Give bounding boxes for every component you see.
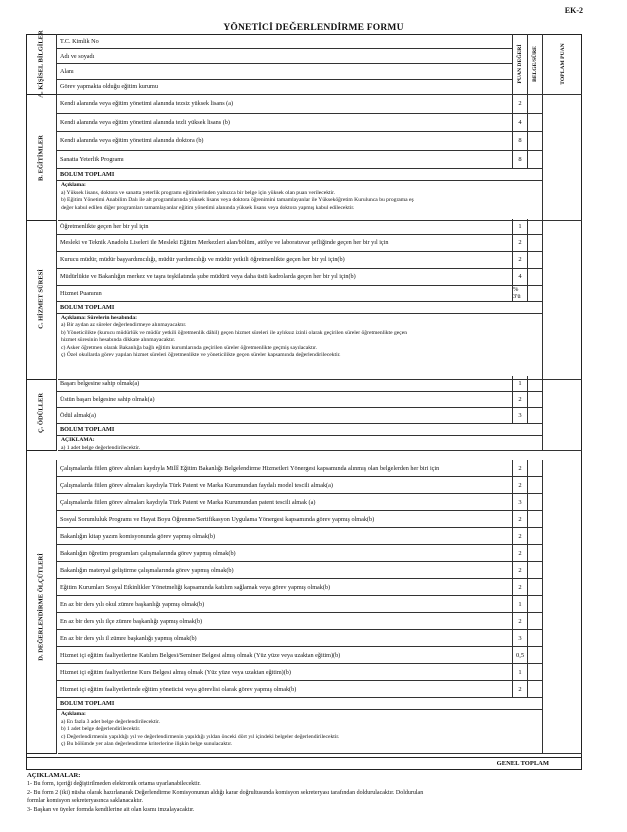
note-line: c) Değerlendirmenin yapıldığı yıl ve değerlendirmenin yapıldığı yıldan önceki dört yıl içindeki belgeler değerlendirilecektir. — [61, 733, 340, 740]
points-cell: 2 — [512, 579, 527, 595]
document-duration-cell[interactable] — [527, 664, 542, 680]
section-total-row — [57, 424, 542, 436]
row-label: Kendi alanında veya eğitim yönetimi alanında doktora (b) — [60, 137, 204, 145]
grand-total-label: GENEL TOPLAM — [496, 760, 549, 767]
points-cell: 2 — [512, 681, 527, 697]
note-line: hizmet süresinin hesabında dikkate alınmayacaktır. — [61, 337, 176, 344]
row-label: Adı ve soyadı — [60, 52, 95, 60]
row-label: Ödül almak(a) — [60, 412, 96, 419]
section-total-points-cell[interactable] — [542, 219, 582, 380]
document-duration-cell[interactable] — [527, 562, 542, 578]
note-line: Açıklama: — [61, 711, 86, 717]
document-duration-cell[interactable] — [527, 596, 542, 612]
note-line: ç) Özel okullarda görev yapılan hizmet süreleri öğretmenlikte ve yöneticilikte geçen süreler kapsamında değerlendirilecektir. — [61, 352, 341, 359]
note-line: AÇIKLAMA: — [61, 437, 95, 443]
section-note — [58, 181, 556, 221]
section-total-label: BÖLÜM TOPLAMI — [60, 700, 115, 707]
document-duration-cell[interactable] — [527, 630, 542, 646]
document-duration-cell[interactable] — [527, 235, 542, 251]
row-label: Hizmet Puanının — [60, 289, 102, 297]
document-duration-cell[interactable] — [527, 494, 542, 510]
row-label: Çalışmalarda fiilen görev almaları kaydıyla Türk Patent ve Marka Kurumundan faydalı model tescili almak(a) — [60, 481, 333, 489]
footer-heading: AÇIKLAMALAR: — [27, 772, 81, 779]
form-row — [57, 477, 542, 494]
form-row — [57, 562, 542, 579]
document-duration-cell[interactable] — [527, 408, 542, 423]
form-row — [57, 511, 542, 528]
page-code: EK-2 — [564, 6, 583, 15]
section-label: Ç. ÖDÜLLER — [26, 376, 57, 451]
form-row — [57, 664, 542, 681]
form-row — [57, 630, 542, 647]
points-cell: 3 — [512, 494, 527, 510]
section-total-label: BÖLÜM TOPLAMI — [60, 426, 115, 433]
points-cell: 2 — [512, 562, 527, 578]
points-cell: 2 — [512, 235, 527, 251]
document-duration-cell[interactable] — [527, 681, 542, 697]
points-cell: 1 — [512, 596, 527, 612]
form-row — [57, 392, 542, 408]
document-duration-cell[interactable] — [527, 269, 542, 285]
row-label: Üstün başarı belgesine sahip olmak(a) — [60, 396, 155, 403]
note-line: Açıklama: — [61, 182, 86, 188]
row-label: Başarı belgesine sahip olmak(a) — [60, 380, 140, 387]
form-row — [57, 151, 542, 170]
points-cell: 2 — [512, 511, 527, 527]
form-row — [57, 647, 542, 664]
row-label: Çalışmalarda fiilen görev alınları kaydıyla Millî Eğitim Bakanlığı Belgelendirme Hizmetleri Yönergesi kapsamında alınmış olan belgelerden her biri için — [60, 464, 440, 472]
points-cell: 2 — [512, 545, 527, 561]
row-label: T.C. Kimlik No — [60, 37, 99, 45]
section-label: B. EĞİTİMLER — [26, 95, 57, 221]
note-line: değer kabul edilen diğer programları tamamlayanlar eğitim yönetimi alanında yüksek lisans veya doktora yapmış kabul edilecektir. — [61, 204, 355, 211]
section-total-row — [57, 169, 542, 181]
footer-notes — [27, 772, 582, 814]
row-label: Çalışmalarda fiilen görev almaları kaydıyla Türk Patent ve Marka Kurumundan patent tescili almak (a) — [60, 498, 316, 506]
document-duration-cell[interactable] — [527, 477, 542, 493]
points-cell: 2 — [512, 460, 527, 476]
points-cell: 3 — [512, 408, 527, 423]
section-total-points-cell[interactable] — [542, 460, 582, 754]
footer-line: 2- Bu form 2 (iki) nüsha olarak hazırlanarak Değerlendirme Komisyonunun aldığı karar doğrultusunda komisyon sekreteryası tarafından doldurulacaktır. Doldurulan — [27, 789, 424, 796]
document-duration-cell[interactable] — [527, 252, 542, 268]
document-duration-cell[interactable] — [527, 219, 542, 234]
note-line: ç) Bu bölümde yer alan değerlendirme kriterlerine ilişkin belge sunulacaktır. — [61, 741, 233, 748]
points-cell: 0,5 — [512, 647, 527, 663]
section-note — [58, 710, 556, 754]
document-duration-cell[interactable] — [527, 460, 542, 476]
grand-total-row — [26, 757, 582, 770]
document-duration-cell[interactable] — [527, 376, 542, 391]
points-cell: 3 — [512, 630, 527, 646]
row-label: Sosyal Sorumluluk Programı ve Hayat Boyu Öğrenme/Sertifikasyon Uygulama Yönergesi kapsamında görev yapmış olmak(b) — [60, 515, 375, 523]
note-line: c) Asker öğretmen olarak Bakanlığa bağlı eğitim kurumlarında geçirilen süreler öğretmenlikte geçmiş sayılacaktır. — [61, 344, 318, 351]
section-label: C. HİZMET SÜRESİ — [26, 219, 57, 380]
header-toplam-puan: TOPLAM PUAN — [542, 34, 582, 95]
points-cell: % 3'ü — [512, 286, 527, 301]
document-duration-cell[interactable] — [527, 545, 542, 561]
points-cell: 2 — [512, 613, 527, 629]
points-cell: 2 — [512, 252, 527, 268]
row-label: En az bir ders yılı ilçe zümre başkanlığı yapmış olmak(b) — [60, 617, 203, 625]
points-cell: 4 — [512, 114, 527, 132]
form-row — [57, 219, 542, 235]
document-duration-cell[interactable] — [527, 114, 542, 132]
row-label: Kendi alanında veya eğitim yönetimi alanında tezsiz yüksek lisans (a) — [60, 100, 234, 108]
note-line: a) 1 adet belge değerlendirilecektir. — [61, 444, 141, 451]
section-note — [58, 314, 556, 380]
row-label: Müdürlükte ve Bakanlığın merkez ve taşra teşkilatında şube müdürü veya daha üstü kadrolarda geçen her bir yıl için(b) — [60, 273, 356, 280]
row-label: Öğretmenlikte geçen her bir yıl için — [60, 222, 149, 230]
row-label: Kendi alanında veya eğitim yönetimi alanında tezli yüksek lisans (b) — [60, 118, 230, 126]
footer-line: formlar komisyon sekreteryasınca saklanacaktır. — [27, 798, 143, 805]
row-label: Mesleki ve Teknik Anadolu Liseleri ile Mesleki Eğitim Merkezleri alan/bölüm, atölye ve laboratuvar şefliğinde geçen her bir yıl için — [60, 239, 389, 246]
document-duration-cell[interactable] — [527, 579, 542, 595]
points-cell: 8 — [512, 132, 527, 150]
document-duration-cell[interactable] — [527, 613, 542, 629]
row-label: Bakanlığın materyal geliştirme çalışmalarında görev yapmış olmak(b) — [60, 566, 234, 574]
row-label: Sanatta Yeterlik Programı — [60, 155, 124, 163]
note-line: a) En fazla 3 adet belge değerlendirilecektir. — [61, 718, 160, 725]
points-cell: 4 — [512, 269, 527, 285]
note-line: b) 1 adet belge değerlendirilecektir. — [61, 726, 141, 733]
document-duration-cell[interactable] — [527, 95, 542, 113]
footer-line: 1- Bu form, içeriği değiştirilmeden elektronik ortama uyarlanabilecektir. — [27, 781, 201, 788]
section-total-row — [57, 698, 542, 710]
row-label: En az bir ders yılı okul zümre başkanlığı yapmış olmak(b) — [60, 600, 205, 608]
row-label: Bakanlığın öğretim programları çalışmalarında görev yapmış olmak(b) — [60, 549, 236, 557]
document-duration-cell[interactable] — [527, 286, 542, 301]
form-row — [57, 681, 542, 698]
document-duration-cell[interactable] — [527, 151, 542, 169]
row-label: Bakanlığın kitap yazım komisyonunda görev yapmış olmak(b) — [60, 532, 216, 540]
section-note — [58, 436, 556, 451]
row-label: Hizmet içi eğitim faaliyetlerinde eğitim yöneticisi veya görevlisi olarak görev yapmış olmak(b) — [60, 685, 297, 693]
document-duration-cell[interactable] — [527, 132, 542, 150]
form-row — [57, 460, 542, 477]
points-cell: 1 — [512, 376, 527, 391]
note-line: a) Bir aydan az süreler değerlendirmeye alınmayacaktır. — [61, 322, 187, 329]
document-duration-cell[interactable] — [527, 511, 542, 527]
form-row — [57, 64, 512, 79]
document-duration-cell[interactable] — [527, 647, 542, 663]
form-row — [57, 613, 542, 630]
points-cell: 8 — [512, 151, 527, 169]
points-cell: 2 — [512, 477, 527, 493]
form-row — [57, 235, 542, 252]
document-duration-cell[interactable] — [527, 392, 542, 407]
form-row — [57, 596, 542, 613]
row-label: Hizmet içi eğitim faaliyetlerine Katılım Belgesi/Seminer Belgesi almış olmak (Yüz yüze veya uzaktan eğitim)(b) — [60, 651, 341, 659]
form-row — [57, 49, 512, 64]
points-cell: 2 — [512, 95, 527, 113]
points-cell: 2 — [512, 392, 527, 407]
section-label: A. KİŞİSEL BİLGİLER — [26, 34, 57, 95]
form-row — [57, 269, 542, 286]
form-row — [57, 95, 542, 114]
form-row — [57, 494, 542, 511]
section-total-row — [57, 302, 542, 314]
section-total-points-cell[interactable] — [542, 376, 582, 451]
row-label: Alanı — [60, 67, 74, 75]
form-row — [57, 408, 542, 424]
section-total-label: BÖLÜM TOPLAMI — [60, 303, 115, 311]
form-row — [57, 80, 512, 95]
note-line: Açıklama: Sürelerin hesabında: — [61, 314, 138, 321]
note-line: b) Yöneticilikte (kurucu müdürlük ve müdür yetkili öğretmenlik dâhil) geçen hizmet süreleri ile aylıksız izinli olarak geçirilen süreler öğretmenlikte geçen — [61, 329, 408, 336]
form-row — [57, 579, 542, 596]
row-label: Eğitim Kurumları Sosyal Etkinlikler Yönetmeliği kapsamında katılım sağlamak veya görev yapmış olmak(b) — [60, 583, 331, 591]
form-row — [57, 545, 542, 562]
section-total-label: BÖLÜM TOPLAMI — [60, 171, 115, 178]
row-label: En az bir ders yılı il zümre başkanlığı yapmış olmak(b) — [60, 634, 197, 642]
form-row — [57, 252, 542, 269]
form-row — [57, 376, 542, 392]
form-row — [57, 286, 542, 302]
note-line: b) Eğitim Yönetimi Anabilim Dalı ile alt programlarında yüksek lisans veya doktora öğrenimini tamamlayanlar ile Yükseköğretim Kurulunca bu programa eş — [61, 197, 414, 204]
row-label: Kurucu müdür, müdür başyardımcılığı, müdür yardımcılığı ve müdür yetkili öğretmenlikte geçen her bir yıl için(b) — [60, 256, 345, 263]
note-line: a) Yüksek lisans, doktora ve sanatta yeterlik programı eğitimlerinden yalnızca bir belge için yüksek olan puan verilecektir. — [61, 189, 336, 196]
form-row — [57, 34, 512, 49]
row-label: Görev yapmakta olduğu eğitim kurumu — [60, 83, 158, 91]
form-row — [57, 528, 542, 545]
header-belge-sure: BELGE/SÜRE — [527, 34, 542, 95]
points-cell: 2 — [512, 528, 527, 544]
form-row — [57, 132, 542, 151]
section-total-points-cell[interactable] — [542, 95, 582, 221]
form-title: YÖNETİCİ DEĞERLENDİRME FORMU — [223, 23, 404, 33]
form-row — [57, 114, 542, 133]
row-label: Hizmet içi eğitim faaliyetlerine Kurs Belgesi almış olmak (Yüz yüze veya uzaktan eğitim)(b) — [60, 668, 291, 676]
points-cell: 1 — [512, 219, 527, 234]
header-puan-degeri: PUAN DEĞERİ — [512, 34, 527, 95]
section-label: D. DEĞERLENDİRME ÖLÇÜTLERİ — [26, 460, 57, 754]
points-cell: 1 — [512, 664, 527, 680]
document-duration-cell[interactable] — [527, 528, 542, 544]
footer-line: 3- Başkan ve üyeler formda kendilerine ait olan kısmı imzalayacaktır. — [27, 806, 195, 813]
